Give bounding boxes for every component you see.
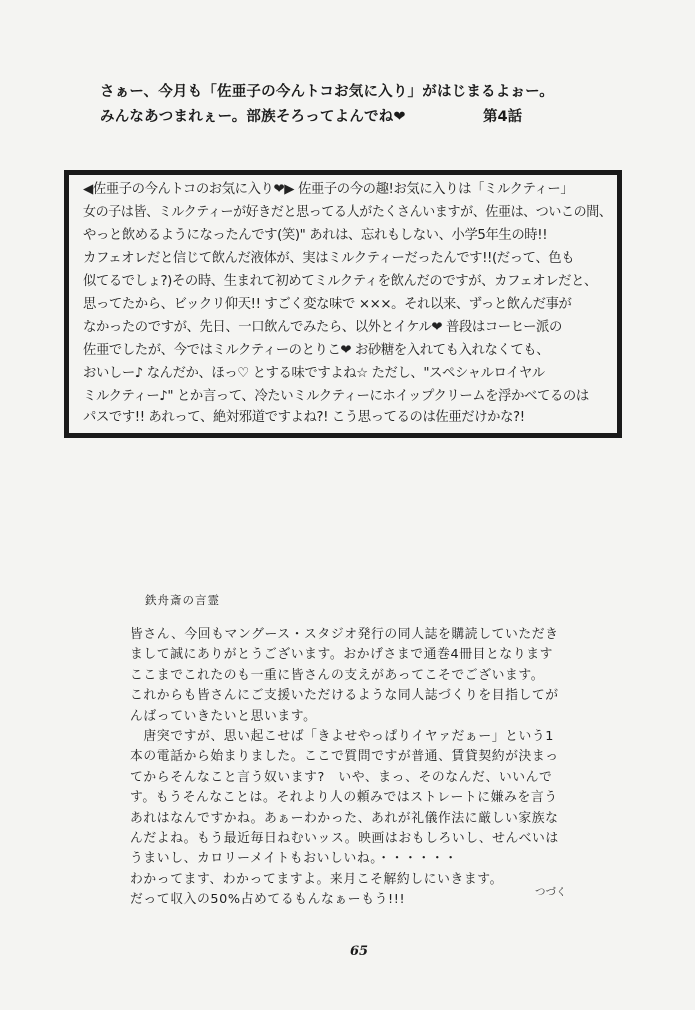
column-line-8: 佐亜でしたが、今ではミルクティーのとりこ❤ お砂糖を入れても入れなくても、 (83, 343, 550, 358)
essay-line-3: ここまでこれたのも一重に皆さんの支えがあってこそでございます。 (130, 667, 545, 683)
episode-label: 第4話 (483, 109, 523, 125)
column-line-11: パスです!! あれって、絶対邪道ですよね?! こう思ってるのは佐亜だけかな?! (83, 410, 525, 425)
column-line-2: 女の子は皆、ミルクティーが好きだと思ってる人がたくさんいますが、佐亜は、ついこの間、 (83, 205, 612, 220)
column-line-9: おいしー♪ なんだか、ほっ♡ とする味ですよね☆ ただし、"スペシャルロイヤル (83, 366, 545, 381)
essay-line-11: んだよね。もう最近毎日ねむいッス。映画はおもしろいし、せんべいは (130, 831, 559, 847)
essay-line-9: す。もうそんなことは。それより人の頼みではストレートに嫌みを言う (130, 790, 558, 806)
column-line-6: 思ってたから、ビックリ仰天!! すごく変な味で ×××。それ以来、ずっと飲んだ事が (83, 297, 572, 312)
essay-line-6: 唐突ですが、思い起こせば「きよせやっぱりイヤァだぁー」という1 (130, 729, 555, 745)
intro-line-2: みんなあつまれぇー。部族そろってよんでね❤ (100, 109, 406, 125)
column-line-5: 似てるでしょ?)その時、生まれて初めてミルクティを飲んだのですが、カフェオレだと、 (83, 274, 597, 289)
essay-line-1: 皆さん、今回もマングース・スタジオ発行の同人誌を購読していただき (130, 627, 559, 642)
essay-title: 鉄舟斎の言霊 (145, 593, 220, 607)
essay-line-8: てからそんなこと言う奴います? いや、まっ、そのなんだ、いいんで (130, 769, 553, 785)
essay-line-13: わかってます、わかってますよ。来月こそ解約しにいきます。 (130, 871, 504, 887)
column-line-4: カフェオレだと信じて飲んだ液体が、実はミルクティーだったんです!!(だって、色も (83, 251, 575, 266)
intro-line-1: さぁー、今月も「佐亜子の今んトコお気に入り」がはじまるよぉー。 (100, 84, 554, 100)
essay-line-7: 本の電話から始まりました。ここで質問ですが普通、賃貸契約が決まっ (130, 749, 559, 765)
column-line-7: なかったのですが、先日、一口飲んでみたら、以外とイケル❤ 普段はコーヒー派の (83, 320, 562, 335)
essay-body (130, 625, 570, 911)
essay-line-12: うまいし、カロリーメイトもおいしいね。・・・・・・ (130, 851, 458, 867)
column-line-3: やっと飲めるようになったんです(笑)" あれは、忘れもしない、小学5年生の時!! (83, 228, 548, 243)
essay-line-4: これからも皆さんにご支援いただけるような同人誌づくりを目指してが (130, 688, 559, 704)
favorite-column-box (64, 170, 622, 438)
essay-line-2: まして誠にありがとうございます。おかげさまで通巻4冊目となります (130, 647, 554, 663)
essay-line-14: だって収入の50%占めてるもんなぁーもう!!! (130, 892, 406, 908)
to-be-continued: つづく (535, 886, 567, 898)
column-line-10: ミルクティー♪" とか言って、冷たいミルクティーにホイップクリームを浮かべてるのは (83, 389, 589, 404)
column-line-1: ◀佐亜子の今んトコのお気に入り❤▶ 佐亜子の今の趣!お気に入りは「ミルクティー」 (83, 182, 574, 197)
essay-line-5: んばっていきたいと思います。 (130, 708, 317, 724)
page-number: 65 (350, 944, 369, 959)
essay-line-10: あれはなんですかね。あぁーわかった、あれが礼儀作法に厳しい家族な (130, 810, 559, 826)
